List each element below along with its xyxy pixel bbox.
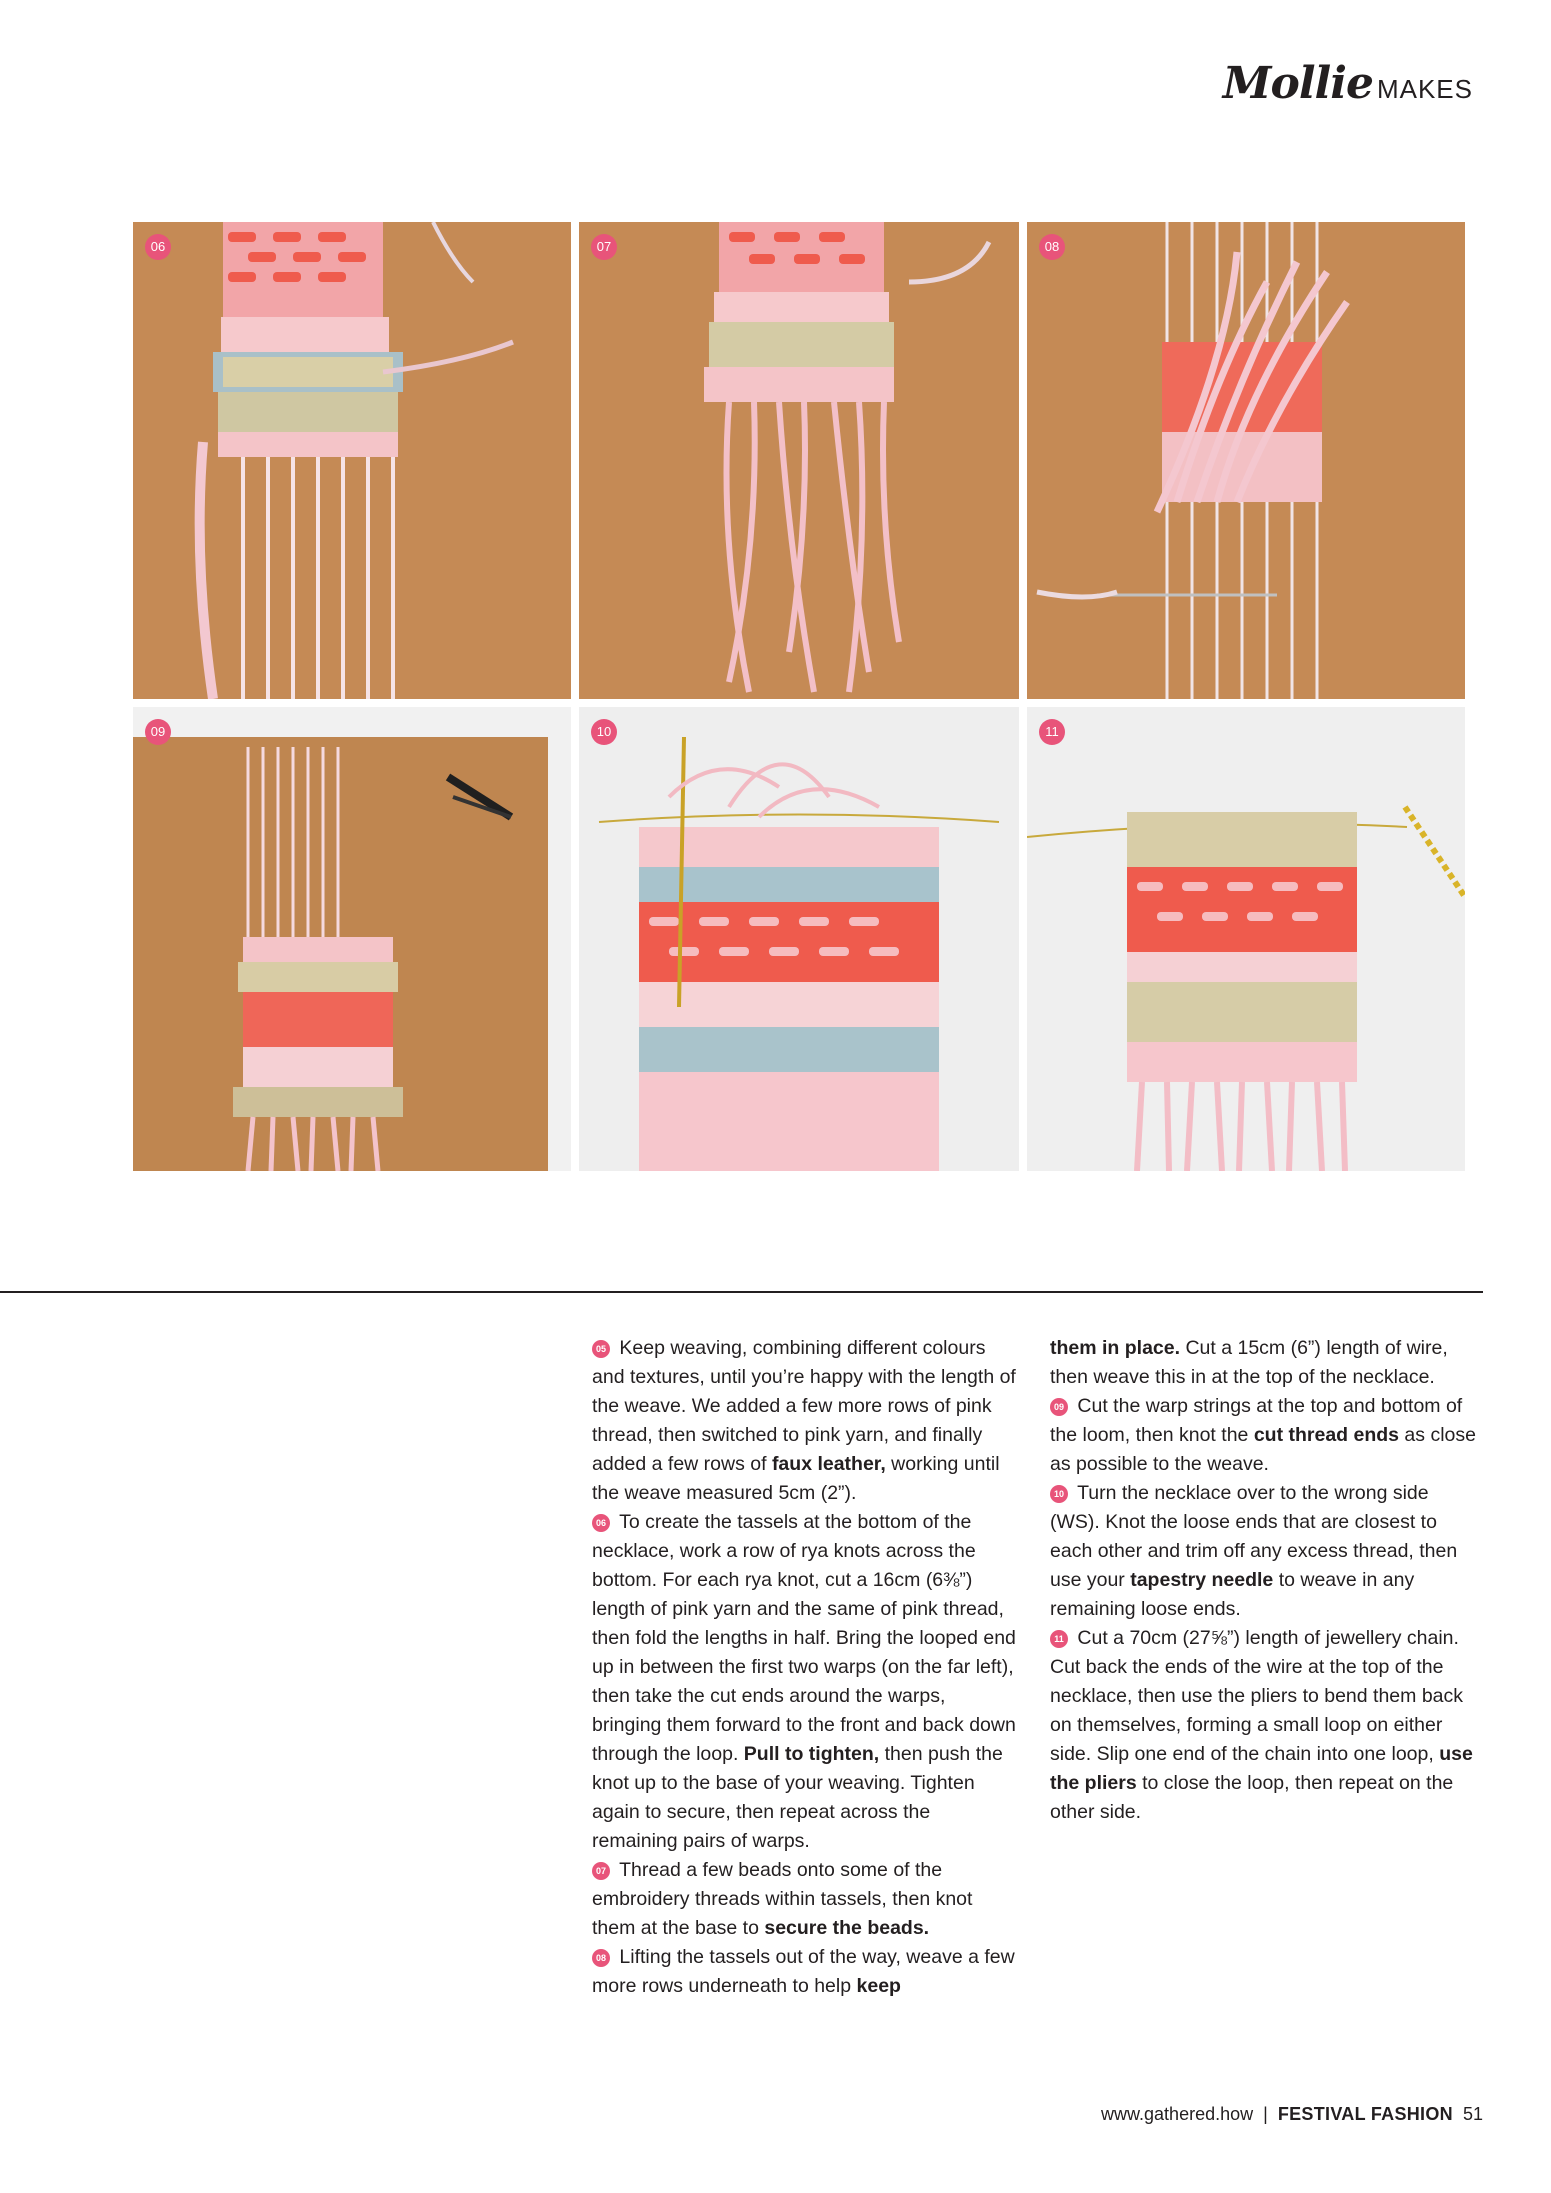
step-number-09: 09 xyxy=(1050,1398,1068,1416)
instructions-column-2 xyxy=(1050,1334,1478,1827)
logo-sub: MAKES xyxy=(1376,74,1473,104)
step-08-continued-paragraph: them in place. Cut a 15cm (6”) length of wire, then weave this in at the top of the necklace. xyxy=(1050,1337,1448,1388)
step-number-07: 07 xyxy=(592,1862,610,1880)
step-06-paragraph: 06 To create the tassels at the bottom of the necklace, work a row of rya knots across the bottom. For each rya knot, cut a 16cm (6⅜”) length of pink yarn and the same of pink thread, then fold the lengths in half. Bring the looped end up in between the first two warps (on the far left), then take the cut ends around the warps, bringing them forward to the front and back down through the loop. Pull to tighten, then push the knot up to the base of your weaving. Tighten again to secure, then repeat across the remaining pairs of warps. xyxy=(592,1511,1016,1852)
step-badge: 11 xyxy=(1039,719,1065,745)
step-08-paragraph: 08 Lifting the tassels out of the way, weave a few more rows underneath to help keep xyxy=(592,1946,1015,1997)
step-badge: 10 xyxy=(591,719,617,745)
step-10-paragraph: 10 Turn the necklace over to the wrong side (WS). Knot the loose ends that are closest to each other and trim off any excess thread, then use your tapestry needle to weave in any remaining loose ends. xyxy=(1050,1482,1458,1620)
step-number-06: 06 xyxy=(592,1514,610,1532)
footer-url[interactable]: www.gathered.how xyxy=(1101,2104,1254,2124)
photo-step-09 xyxy=(133,707,571,1171)
step-07-paragraph: 07 Thread a few beads onto some of the embroidery threads within tassels, then knot them at the base to secure the beads. xyxy=(592,1859,973,1939)
photo-step-10 xyxy=(579,707,1019,1171)
instructions-column-1 xyxy=(592,1334,1020,2001)
footer-section-title: FESTIVAL FASHION xyxy=(1277,2104,1453,2124)
step-number-11: 11 xyxy=(1050,1630,1068,1648)
step-05-paragraph: 05 Keep weaving, combining different colours and textures, until you’re happy with the length of the weave. We added a few more rows of pink thread, then switched to pink yarn, and finally added a few rows of faux leather, working until the weave measured 5cm (2”). xyxy=(592,1337,1016,1504)
step-number-08: 08 xyxy=(592,1949,610,1967)
section-divider xyxy=(0,1291,1483,1293)
step-badge: 09 xyxy=(145,719,171,745)
photo-step-06 xyxy=(133,222,571,699)
step-09-paragraph: 09 Cut the warp strings at the top and bottom of the loom, then knot the cut thread ends as close as possible to the weave. xyxy=(1050,1395,1476,1475)
step-number-05: 05 xyxy=(592,1340,610,1358)
step-badge: 06 xyxy=(145,234,171,260)
step-badge: 07 xyxy=(591,234,617,260)
page-number: 51 xyxy=(1462,2104,1483,2124)
page-footer xyxy=(1101,2104,1483,2125)
step-badge: 08 xyxy=(1039,234,1065,260)
step-number-10: 10 xyxy=(1050,1485,1068,1503)
photo-step-07 xyxy=(579,222,1019,699)
photo-step-11 xyxy=(1027,707,1465,1171)
logo-script: Mollie xyxy=(1222,58,1373,109)
photo-step-08 xyxy=(1027,222,1465,699)
footer-separator: | xyxy=(1263,2104,1268,2124)
magazine-logo xyxy=(1223,58,1473,109)
step-11-paragraph: 11 Cut a 70cm (27⅝”) length of jewellery chain. Cut back the ends of the wire at the top of the necklace, then use the pliers to bend them back on themselves, forming a small loop on either side. Slip one end of the chain into one loop, use the pliers to close the loop, then repeat on the other side. xyxy=(1050,1627,1473,1823)
